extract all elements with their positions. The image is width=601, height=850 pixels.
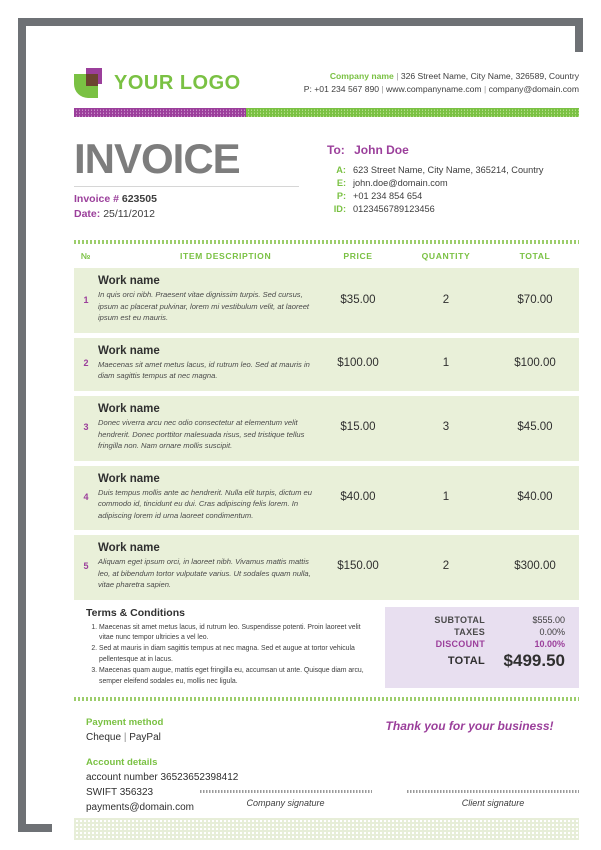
totals-box	[385, 607, 579, 688]
stripe-segment-purple	[74, 108, 246, 117]
bill-to-value: 623 Street Name, City Name, 365214, Country	[353, 164, 544, 175]
items-table-header-row	[74, 244, 579, 268]
bill-to-key: ID:	[333, 204, 346, 215]
totals-table	[395, 614, 565, 672]
page-title: INVOICE	[74, 135, 240, 182]
company-contact-line-1	[304, 70, 579, 83]
thank-you-message: Thank you for your business!	[385, 718, 554, 733]
totals-row-taxes	[395, 626, 565, 638]
terms-and-totals-row	[74, 607, 579, 688]
page-frame	[18, 18, 583, 832]
row-description-cell	[98, 268, 315, 333]
row-total: $40.00	[517, 490, 553, 503]
invoice-number-line	[74, 192, 324, 207]
bill-to-value: +01 234 854 654	[353, 190, 423, 201]
decorative-stripe-bar	[74, 108, 579, 117]
payment-method-separator: |	[123, 731, 127, 743]
client-signature-box[interactable]	[407, 790, 579, 808]
row-number: 3	[83, 422, 89, 433]
row-number: 1	[83, 294, 89, 305]
terms-and-conditions	[74, 607, 374, 688]
bill-to-heading	[327, 143, 579, 157]
bill-to-details-table	[327, 162, 579, 217]
column-header-description: ITEM DESCRIPTION	[180, 251, 272, 262]
column-header-price: PRICE	[343, 251, 373, 262]
row-price: $150.00	[337, 560, 379, 573]
row-item-description: Donec viverra arcu nec odio consectetur at elementum velit hendrerit. Donec porttitor malesuada risus, sed tristique tellus fringilla non. Nam ornare mollis suscipit.	[98, 417, 305, 451]
company-email[interactable]: company@domain.com	[488, 84, 579, 94]
row-total: $70.00	[517, 293, 553, 306]
row-total: $45.00	[517, 421, 553, 434]
bill-to-key: A:	[336, 164, 346, 175]
row-item-name: Work name	[98, 402, 160, 415]
row-item-name: Work name	[98, 344, 160, 357]
row-price: $15.00	[340, 421, 376, 434]
bill-to-row	[329, 204, 577, 215]
row-item-description: Maecenas sit amet metus lacus, id rutrum leo. Sed at mauris in diam sagittis tempus at nec magna.	[98, 359, 310, 381]
row-item-name: Work name	[98, 275, 160, 288]
account-details-heading: Account details	[86, 756, 158, 768]
row-item-description: Aliquam eget ipsum orci, in laoreet nibh. Vivamus mattis mattis leo, at bibendum tortor vulputate varius. Ut sodales quam nulla, vitae pharetra sapien.	[98, 557, 311, 590]
company-logo-icon	[74, 68, 104, 98]
table-row	[74, 268, 579, 333]
terms-list	[86, 623, 374, 687]
bottom-decorative-dots	[74, 818, 579, 840]
logo-text: YOUR LOGO	[114, 71, 241, 94]
separator-2: |	[381, 84, 384, 94]
company-contact-line-2	[304, 83, 579, 96]
company-contact-info	[304, 70, 579, 97]
payment-gap	[86, 745, 360, 757]
signatures-row	[74, 790, 579, 808]
discount-value: 10.00%	[534, 638, 565, 649]
company-address: 326 Street Name, City Name, 326589, Country	[400, 70, 579, 81]
invoice-sheet	[52, 52, 601, 850]
invoice-header	[74, 52, 579, 108]
bill-to-row	[329, 177, 577, 188]
list-item: 3. Maecenas quam augue, mattis eget fringilla eu, accumsan ut ante. Quisque diam arcu, semper eleifend sodales eu, mollis nec ligula.	[99, 666, 374, 687]
account-swift: SWIFT 356323	[86, 786, 154, 798]
company-signature-box[interactable]	[200, 790, 372, 808]
row-description-cell	[98, 535, 315, 600]
invoice-date-label: Date:	[74, 208, 101, 221]
bill-to-value[interactable]: john.doe@domain.com	[353, 177, 448, 188]
company-name: Company name	[329, 70, 394, 81]
items-table	[74, 244, 579, 599]
row-item-description: Duis tempus mollis ante ac hendrerit. Nulla elit turpis, dictum eu commodo id, tincidunt eu dui. Cras adipiscing felis lorem. In adipiscing lorem id urna laoreet condimentum.	[98, 487, 312, 520]
column-header-total: TOTAL	[519, 251, 551, 262]
discount-label: DISCOUNT	[435, 638, 485, 649]
table-row	[74, 396, 579, 461]
row-quantity: 1	[442, 357, 450, 370]
payment-method-paypal[interactable]: PayPal	[129, 731, 161, 743]
taxes-value: 0.00%	[539, 626, 565, 637]
list-item: 1. Maecenas sit amet metus lacus, id rutrum leo. Suspendisse potenti. Proin laoreet velit vitae nunc tempor ultricies a vel leo.	[99, 623, 374, 644]
logo-square-brown	[86, 74, 98, 86]
bill-to-key: E:	[336, 177, 346, 188]
row-number: 5	[83, 561, 89, 572]
subtotal-label: SUBTOTAL	[434, 614, 485, 625]
invoice-number-label: Invoice #	[74, 192, 119, 205]
logo-block[interactable]	[74, 68, 241, 98]
table-row	[74, 535, 579, 600]
row-item-description: In quis orci nibh. Praesent vitae dignissim turpis. Sed cursus, ipsum ac placerat pulvinar, lorem mi vestibulum velit, at laoreet ipsum est eu mauris.	[98, 290, 310, 323]
bill-to-row	[329, 190, 577, 201]
row-quantity: 2	[442, 293, 450, 306]
stripe-segment-green	[246, 108, 579, 117]
row-number: 4	[83, 491, 89, 502]
terms-heading: Terms & Conditions	[86, 606, 185, 619]
row-item-name: Work name	[98, 542, 160, 555]
column-header-number: №	[80, 251, 92, 262]
signature-spacer	[74, 790, 164, 808]
totals-row-discount	[395, 638, 565, 650]
account-number: account number 36523652398412	[86, 771, 239, 783]
row-number: 2	[83, 358, 89, 369]
row-description-cell	[98, 466, 315, 531]
account-email[interactable]: payments@domain.com	[86, 801, 194, 813]
company-signature-label: Company signature	[246, 798, 325, 808]
invoice-date-line	[74, 207, 324, 222]
company-phone: P: +01 234 567 890	[303, 84, 380, 94]
bill-to-block	[327, 139, 579, 222]
bill-to-key: P:	[336, 190, 346, 201]
row-description-cell	[98, 396, 315, 461]
row-total: $100.00	[514, 357, 556, 370]
row-total: $300.00	[514, 560, 556, 573]
company-website[interactable]: www.companyname.com	[386, 84, 482, 94]
grand-total-label: TOTAL	[447, 654, 485, 667]
row-price: $100.00	[337, 357, 379, 370]
row-description-cell	[98, 338, 315, 391]
table-row	[74, 466, 579, 531]
row-price: $35.00	[340, 293, 376, 306]
bill-to-row	[329, 164, 577, 175]
bill-to-value: 0123456789123456	[353, 204, 435, 215]
payment-method-values	[86, 730, 360, 745]
table-row	[74, 338, 579, 391]
bill-to-label: To:	[327, 143, 345, 157]
invoice-date-value: 25/11/2012	[103, 208, 155, 221]
grand-total-value: $499.50	[503, 650, 565, 670]
company-signature-line	[200, 790, 372, 793]
invoice-meta-block	[74, 135, 324, 222]
column-header-quantity: QUANTITY	[421, 251, 471, 262]
totals-row-subtotal	[395, 614, 565, 626]
separator-3: |	[483, 84, 487, 94]
row-quantity: 1	[442, 490, 450, 503]
payment-method-cheque[interactable]: Cheque	[86, 731, 122, 743]
title-divider	[74, 186, 299, 187]
totals-row-total	[395, 650, 565, 672]
row-quantity: 3	[442, 421, 450, 434]
invoice-number-value: 623505	[121, 192, 157, 205]
bill-to-name: John Doe	[354, 143, 409, 157]
client-signature-line	[407, 790, 579, 793]
row-quantity: 2	[442, 560, 450, 573]
taxes-label: TAXES	[454, 626, 485, 637]
separator-1: |	[396, 70, 399, 81]
list-item: 2. Sed at mauris in diam sagittis tempus at nec magna. Sed et augue at tortor vehicula pellentesque at in lacus.	[99, 644, 374, 665]
row-item-name: Work name	[98, 472, 160, 485]
invoice-title-row	[74, 117, 579, 222]
payment-top-divider	[74, 697, 579, 701]
subtotal-value: $555.00	[532, 614, 565, 625]
payment-method-heading: Payment method	[86, 716, 164, 728]
row-price: $40.00	[340, 490, 376, 503]
client-signature-label: Client signature	[461, 798, 525, 808]
